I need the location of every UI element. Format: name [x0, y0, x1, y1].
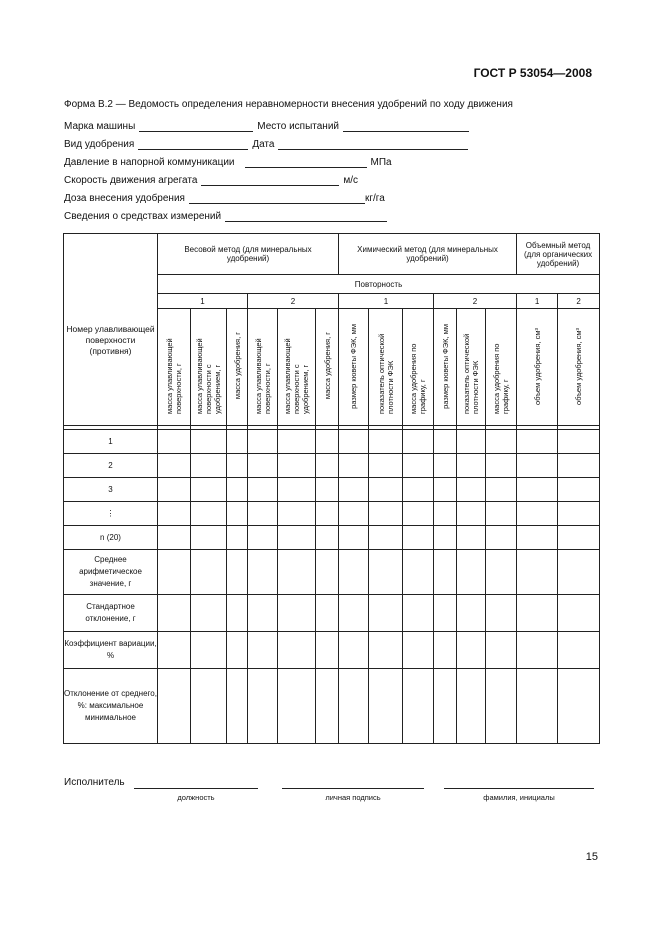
table-cell[interactable] — [403, 454, 434, 478]
table-cell[interactable] — [339, 595, 369, 632]
table-cell[interactable] — [278, 430, 316, 454]
signature-caption: личная подпись — [325, 793, 381, 802]
table-row — [64, 478, 600, 502]
col-header: размер кюветы ФЭК, мм — [339, 309, 369, 426]
table-cell[interactable] — [434, 430, 457, 454]
page-number: 15 — [585, 851, 598, 863]
col-header: масса улавливающей поверхности, г — [158, 309, 191, 426]
table-cell[interactable] — [486, 502, 517, 526]
table-cell[interactable] — [339, 478, 369, 502]
position-caption: должность — [177, 793, 215, 802]
table-cell[interactable] — [227, 550, 248, 595]
name-line[interactable] — [444, 787, 594, 789]
row-label: n (20) — [64, 526, 158, 550]
table-cell[interactable] — [403, 595, 434, 632]
signature-line[interactable] — [282, 787, 424, 789]
row-label: Среднее арифметическое значение, г — [64, 550, 158, 595]
table-row — [64, 454, 600, 478]
table-cell[interactable] — [316, 478, 339, 502]
table-cell[interactable] — [369, 526, 403, 550]
table-cell[interactable] — [316, 669, 339, 744]
table-cell[interactable] — [486, 478, 517, 502]
table-cell[interactable] — [227, 454, 248, 478]
table-cell[interactable] — [248, 669, 278, 744]
table-row — [64, 502, 600, 526]
table-cell[interactable] — [457, 595, 486, 632]
table-cell[interactable] — [434, 454, 457, 478]
table-cell[interactable] — [403, 502, 434, 526]
table-cell[interactable] — [517, 550, 558, 595]
fertilizer-type-label: Вид удобрения — [64, 139, 135, 150]
table-cell[interactable] — [191, 502, 227, 526]
table-cell[interactable] — [248, 526, 278, 550]
table-cell[interactable] — [278, 550, 316, 595]
table-cell[interactable] — [369, 430, 403, 454]
table-cell[interactable] — [227, 526, 248, 550]
col-header: масса улавливающей поверхности, г — [248, 309, 278, 426]
table-cell[interactable] — [486, 550, 517, 595]
table-cell[interactable] — [434, 550, 457, 595]
table-cell[interactable] — [517, 669, 558, 744]
table-cell[interactable] — [158, 430, 191, 454]
machine-brand-label: Марка машины — [64, 121, 136, 132]
repeat-num: 1 — [339, 294, 434, 309]
table-cell[interactable] — [227, 502, 248, 526]
dose-input[interactable] — [189, 194, 365, 204]
table-cell[interactable] — [486, 430, 517, 454]
table-cell[interactable] — [339, 632, 369, 669]
table-cell[interactable] — [558, 478, 600, 502]
table-cell[interactable] — [457, 669, 486, 744]
row-label: 2 — [64, 454, 158, 478]
table-cell[interactable] — [191, 632, 227, 669]
table-cell[interactable] — [434, 478, 457, 502]
table-cell[interactable] — [316, 550, 339, 595]
executor-label: Исполнитель — [64, 777, 125, 788]
instruments-input[interactable] — [225, 212, 387, 222]
table-cell[interactable] — [191, 526, 227, 550]
table-cell[interactable] — [278, 454, 316, 478]
table-cell[interactable] — [278, 669, 316, 744]
repeat-num: 2 — [558, 294, 600, 309]
col-header: масса улавливающей поверхности с удобрением, г — [191, 309, 227, 426]
table-cell[interactable] — [191, 550, 227, 595]
table-cell[interactable] — [403, 526, 434, 550]
table-row — [64, 550, 600, 595]
table-cell[interactable] — [369, 550, 403, 595]
table-cell[interactable] — [158, 478, 191, 502]
dose-unit: кг/га — [364, 193, 385, 204]
row-label: ⋮ — [64, 502, 158, 526]
table-cell[interactable] — [158, 669, 191, 744]
table-cell[interactable] — [486, 632, 517, 669]
table-cell[interactable] — [369, 502, 403, 526]
table-cell[interactable] — [316, 595, 339, 632]
table-cell[interactable] — [434, 669, 457, 744]
table-cell[interactable] — [227, 632, 248, 669]
table-cell[interactable] — [278, 595, 316, 632]
instruments-label: Сведения о средствах измерений — [64, 211, 222, 222]
fertilizer-type-input[interactable] — [138, 140, 248, 150]
table-cell[interactable] — [403, 632, 434, 669]
test-place-label: Место испытаний — [257, 121, 339, 132]
col-header: объем удобрения, см³ — [517, 309, 558, 426]
table-cell[interactable] — [158, 632, 191, 669]
table-cell[interactable] — [558, 502, 600, 526]
table-cell[interactable] — [457, 526, 486, 550]
field-row-speed — [64, 175, 358, 186]
table-cell[interactable] — [248, 632, 278, 669]
table-cell[interactable] — [403, 478, 434, 502]
table-cell[interactable] — [457, 478, 486, 502]
method-weight-header: Весовой метод (для минеральных удобрений) — [158, 234, 339, 275]
table-cell[interactable] — [339, 502, 369, 526]
name-caption: фамилия, инициалы — [483, 793, 555, 802]
table-cell[interactable] — [558, 454, 600, 478]
row-label: Стандартное отклонение, г — [64, 595, 158, 632]
table-cell[interactable] — [339, 526, 369, 550]
field-row-machine — [64, 121, 473, 132]
table-cell[interactable] — [517, 502, 558, 526]
data-rows — [64, 430, 600, 744]
table-cell[interactable] — [558, 526, 600, 550]
table-cell[interactable] — [403, 430, 434, 454]
table-cell[interactable] — [434, 595, 457, 632]
table-cell[interactable] — [158, 454, 191, 478]
table-cell[interactable] — [558, 632, 600, 669]
table-cell[interactable] — [158, 526, 191, 550]
table-cell[interactable] — [227, 669, 248, 744]
table-cell[interactable] — [191, 669, 227, 744]
table-cell[interactable] — [457, 454, 486, 478]
position-line[interactable] — [134, 787, 258, 789]
speed-label: Скорость движения агрегата — [64, 175, 198, 186]
table-cell[interactable] — [369, 632, 403, 669]
table-cell[interactable] — [339, 550, 369, 595]
table-cell[interactable] — [517, 430, 558, 454]
table-cell[interactable] — [486, 526, 517, 550]
table-cell[interactable] — [486, 454, 517, 478]
col-header: показатель оптической плотности ФЭК — [369, 309, 403, 426]
machine-brand-input[interactable] — [139, 122, 253, 132]
table-cell[interactable] — [486, 595, 517, 632]
col-header: объем удобрения, см³ — [558, 309, 600, 426]
pressure-unit: МПа — [370, 157, 392, 168]
col-header: показатель оптической плотности ФЭК — [457, 309, 486, 426]
table-row — [64, 430, 600, 454]
table-cell[interactable] — [278, 502, 316, 526]
table-cell[interactable] — [339, 669, 369, 744]
field-row-pressure — [64, 157, 392, 168]
col-header: масса удобрения, г — [227, 309, 248, 426]
method-volume-header: Объемный метод (для органических удобрений) — [517, 234, 600, 275]
row-label: Коэффициент вариации, % — [64, 632, 158, 669]
standard-number: ГОСТ Р 53054—2008 — [473, 66, 592, 80]
table-row — [64, 669, 600, 744]
table-cell[interactable] — [191, 430, 227, 454]
table-cell[interactable] — [369, 595, 403, 632]
table-row — [64, 632, 600, 669]
method-chem-header: Химический метод (для минеральных удобрений) — [339, 234, 517, 275]
table-cell[interactable] — [316, 502, 339, 526]
repeat-num: 2 — [248, 294, 339, 309]
form-title: Форма В.2 — Ведомость определения неравномерности внесения удобрений по ходу движения — [64, 99, 513, 110]
table-cell[interactable] — [316, 430, 339, 454]
table-cell[interactable] — [517, 595, 558, 632]
repeat-num: 1 — [517, 294, 558, 309]
date-label: Дата — [252, 139, 275, 150]
table-cell[interactable] — [403, 669, 434, 744]
table-cell[interactable] — [316, 632, 339, 669]
table-cell[interactable] — [191, 595, 227, 632]
table-cell[interactable] — [191, 454, 227, 478]
col-header: масса удобрения по графику, г — [403, 309, 434, 426]
table-cell[interactable] — [434, 502, 457, 526]
table-cell[interactable] — [248, 550, 278, 595]
repeat-header: Повторность — [158, 275, 600, 294]
col-header: масса удобрения по графику, г — [486, 309, 517, 426]
row-label: 1 — [64, 430, 158, 454]
pressure-label: Давление в напорной коммуникации — [64, 157, 235, 168]
repeat-num: 2 — [434, 294, 517, 309]
table-cell[interactable] — [278, 632, 316, 669]
table-cell[interactable] — [486, 669, 517, 744]
table-cell[interactable] — [316, 526, 339, 550]
dose-label: Доза внесения удобрения — [64, 193, 185, 204]
table-cell[interactable] — [457, 550, 486, 595]
table-cell[interactable] — [158, 550, 191, 595]
table-cell[interactable] — [158, 595, 191, 632]
speed-input[interactable] — [201, 176, 339, 186]
table-cell[interactable] — [278, 478, 316, 502]
table-cell[interactable] — [517, 526, 558, 550]
table-cell[interactable] — [248, 430, 278, 454]
table-cell[interactable] — [558, 550, 600, 595]
col-header: масса удобрения, г — [316, 309, 339, 426]
table-cell[interactable] — [227, 430, 248, 454]
table-cell[interactable] — [558, 669, 600, 744]
table-cell[interactable] — [248, 595, 278, 632]
table-cell[interactable] — [558, 430, 600, 454]
table-cell[interactable] — [227, 478, 248, 502]
table-cell[interactable] — [457, 502, 486, 526]
table-cell[interactable] — [191, 478, 227, 502]
table-cell[interactable] — [158, 502, 191, 526]
table-row — [64, 526, 600, 550]
table-cell[interactable] — [434, 632, 457, 669]
table-cell[interactable] — [369, 669, 403, 744]
test-place-input[interactable] — [343, 122, 469, 132]
table-cell[interactable] — [457, 632, 486, 669]
speed-unit: м/с — [343, 175, 359, 186]
table-cell[interactable] — [248, 454, 278, 478]
table-cell[interactable] — [403, 550, 434, 595]
table-cell[interactable] — [369, 454, 403, 478]
table-cell[interactable] — [457, 430, 486, 454]
table-cell[interactable] — [248, 502, 278, 526]
table-cell[interactable] — [434, 526, 457, 550]
table-cell[interactable] — [339, 430, 369, 454]
col-header: масса улавливающей поверхности с удобрением, г — [278, 309, 316, 426]
measurement-table — [63, 233, 600, 744]
field-row-fertilizer — [64, 139, 472, 150]
row-label: 3 — [64, 478, 158, 502]
table-cell[interactable] — [517, 632, 558, 669]
table-row — [64, 595, 600, 632]
table-cell[interactable] — [339, 454, 369, 478]
table-cell[interactable] — [558, 595, 600, 632]
repeat-num: 1 — [158, 294, 248, 309]
table-cell[interactable] — [248, 478, 278, 502]
table-cell[interactable] — [316, 454, 339, 478]
pressure-input[interactable] — [245, 158, 367, 168]
table-cell[interactable] — [517, 454, 558, 478]
row-label: Отклонение от среднего, %: максимальное минимальное — [64, 669, 158, 744]
row-header-cell: Номер улавливающей поверхности (противня) — [64, 234, 158, 426]
field-row-instruments — [64, 211, 391, 222]
table-cell[interactable] — [517, 478, 558, 502]
table-cell[interactable] — [369, 478, 403, 502]
date-input[interactable] — [278, 140, 468, 150]
table-cell[interactable] — [227, 595, 248, 632]
field-row-dose — [64, 193, 385, 204]
col-header: размер кюветы ФЭК, мм — [434, 309, 457, 426]
table-cell[interactable] — [278, 526, 316, 550]
